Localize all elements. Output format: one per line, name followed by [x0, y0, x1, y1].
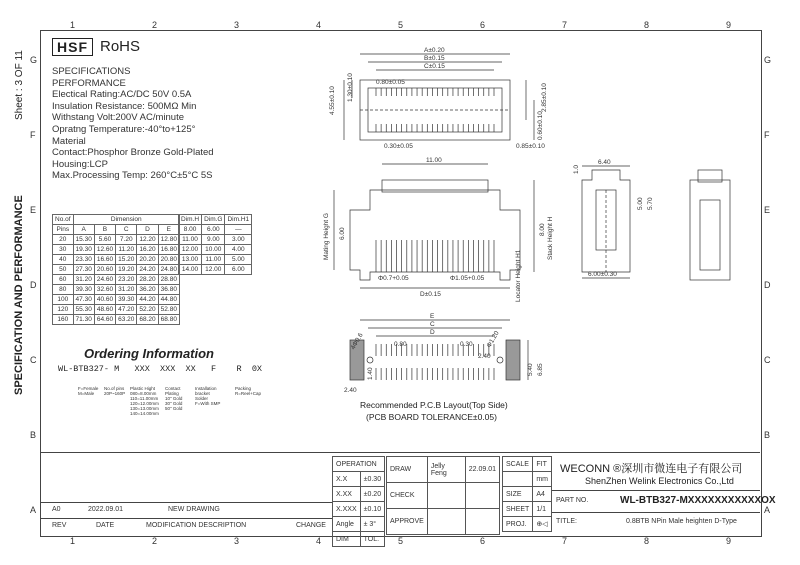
- table-row: [179, 235, 252, 245]
- ordering-note: No.of pins 20P~160P: [104, 386, 126, 396]
- table-cell: 27.30: [73, 265, 94, 275]
- zone-label: 3: [234, 536, 240, 546]
- table-cell: 160: [53, 315, 74, 325]
- scale-table: [502, 456, 552, 532]
- table-header: Dim.H: [179, 215, 202, 225]
- zone-label: 1: [70, 536, 76, 546]
- zone-label: E: [764, 205, 771, 215]
- dim-label: 5.00: [637, 197, 644, 210]
- zone-label: 7: [562, 20, 568, 30]
- table-cell: 19.20: [116, 265, 137, 275]
- table-cell: 11.00: [202, 255, 225, 265]
- draw-date: 22.09.01: [465, 457, 499, 483]
- table-cell: 68.20: [137, 315, 158, 325]
- dim-label: 5.40: [527, 363, 534, 376]
- table-header: E: [158, 225, 179, 235]
- table-cell: 11.20: [116, 245, 137, 255]
- table-cell: 80: [53, 285, 74, 295]
- table-cell: 36.20: [137, 285, 158, 295]
- table-cell: 71.30: [73, 315, 94, 325]
- table-cell: 44.80: [158, 295, 179, 305]
- dim-label: C: [430, 321, 435, 328]
- table-cell: 31.20: [73, 275, 94, 285]
- table-cell: 36.80: [158, 285, 179, 295]
- approve-label: APPROVE: [387, 509, 428, 535]
- table-cell: 4.00: [225, 245, 252, 255]
- zone-label: G: [764, 55, 772, 65]
- dim-label: Locator Height H1: [515, 249, 522, 302]
- company-cn: WECONN ®深圳市微连电子有限公司: [560, 463, 743, 475]
- front-view-body: [350, 190, 520, 280]
- table-cell: 5.60: [94, 235, 115, 245]
- table-row: [53, 245, 180, 255]
- table-cell: 63.20: [116, 315, 137, 325]
- tol-header: TOL.: [360, 532, 384, 547]
- spec-line: Insulation Resistance: 500MΩ Min: [52, 100, 197, 112]
- draw-label: DRAW: [387, 457, 428, 483]
- table-cell: 39.30: [73, 285, 94, 295]
- table-cell: 19.30: [73, 245, 94, 255]
- dim-label: Stack Height H: [547, 216, 554, 260]
- zone-label: 7: [562, 536, 568, 546]
- table-cell: 64.60: [94, 315, 115, 325]
- part-no: WL-BTB327-MXXXXXXXXXXXOX: [620, 495, 776, 506]
- part-divider: [552, 512, 760, 513]
- table-cell: 20.60: [94, 265, 115, 275]
- zone-label: 6: [480, 536, 486, 546]
- dim-label: B±0.15: [424, 55, 445, 62]
- drawing-title: 0.8BTB NPin Male heighten D-Type: [626, 518, 737, 525]
- table-cell: 7.20: [116, 235, 137, 245]
- table-row: [53, 265, 180, 275]
- spec-line: Withstang Volt:200V AC/minute: [52, 112, 185, 124]
- table-cell: 28.20: [137, 275, 158, 285]
- specifications-block: [52, 66, 214, 182]
- table-cell: 20.20: [137, 255, 158, 265]
- tol-val: ± 3°: [360, 517, 384, 532]
- table-cell: 11.00: [179, 235, 202, 245]
- rohs-label: RoHS: [100, 38, 141, 55]
- zone-label: 2: [152, 536, 158, 546]
- zone-label: D: [30, 280, 37, 290]
- table-header: Dimension: [73, 215, 179, 225]
- tol-val: ±0.20: [360, 487, 384, 502]
- zone-label: F: [764, 130, 770, 140]
- zone-label: C: [30, 355, 37, 365]
- tol-key: X.XXX: [333, 502, 361, 517]
- table-cell: 20.80: [158, 255, 179, 265]
- zone-label: 9: [726, 20, 732, 30]
- tol-key: X.X: [333, 472, 361, 487]
- zone-label: D: [764, 280, 771, 290]
- table-cell: 6.00: [225, 265, 252, 275]
- table-cell: 16.60: [94, 255, 115, 265]
- table-row: [53, 285, 180, 295]
- table-cell: 24.60: [94, 275, 115, 285]
- ordering-note: Plastic Hight 080=8.00mm 110=11.00mm 120=12.00mm 130=13.00mm 140=14.00mm: [130, 386, 159, 416]
- zone-label: 1: [70, 20, 76, 30]
- dim-label: 6.85: [537, 363, 544, 376]
- table-cell: 20: [53, 235, 74, 245]
- table-cell: 50: [53, 265, 74, 275]
- date-header: DATE: [96, 522, 115, 529]
- table-row: [53, 275, 180, 285]
- rev-desc: NEW DRAWING: [168, 506, 220, 513]
- table-cell: 15.30: [73, 235, 94, 245]
- table-cell: 100: [53, 295, 74, 305]
- table-header: No.of: [53, 215, 74, 225]
- table-cell: 12.00: [179, 245, 202, 255]
- table-cell: 30: [53, 245, 74, 255]
- table-row: [53, 295, 180, 305]
- dim-label: E: [430, 313, 435, 320]
- zone-label: A: [30, 505, 37, 515]
- zone-label: G: [30, 55, 38, 65]
- iso-view-inner: [700, 200, 720, 270]
- rev-divider: [40, 518, 332, 519]
- sheet-label: SHEET: [503, 502, 533, 517]
- hsf-logo: HSF: [52, 38, 93, 56]
- dim-label: 6.00: [339, 227, 346, 240]
- drawer-name: Jelly Feng: [427, 457, 465, 483]
- dim-label: 0.30: [460, 341, 473, 348]
- approval-table: [386, 456, 500, 535]
- table-row: [179, 225, 252, 235]
- pcb-pad-right: [506, 340, 520, 380]
- table-cell: 3.00: [225, 235, 252, 245]
- table-row: [179, 265, 252, 275]
- scale-label: SCALE: [503, 457, 533, 472]
- table-cell: 23.20: [116, 275, 137, 285]
- table-cell: 23.30: [73, 255, 94, 265]
- table-cell: 44.20: [137, 295, 158, 305]
- dim-label: 0.30±0.05: [384, 143, 413, 150]
- table-cell: 52.80: [158, 305, 179, 315]
- dim-label: 0.80±0.05: [376, 79, 405, 86]
- table-row: [53, 315, 180, 325]
- dim-label: 2.40: [478, 353, 491, 360]
- table-cell: 68.80: [158, 315, 179, 325]
- zone-label: A: [764, 505, 771, 515]
- zone-label: E: [30, 205, 37, 215]
- sheet-label: Sheet : 3 OF 11: [14, 50, 25, 120]
- check-label: CHECK: [387, 483, 428, 509]
- ordering-note: Packing R=Reel+Cap: [235, 386, 262, 396]
- size-label: SIZE: [503, 487, 533, 502]
- dim-label: 8.00: [539, 223, 546, 236]
- rev-divider: [40, 502, 332, 503]
- table-cell: 52.20: [137, 305, 158, 315]
- table-cell: —: [225, 225, 252, 235]
- ordering-note: F=Female M=Male: [78, 386, 99, 396]
- ordering-note: Contact Plating 10" Gold 30" Gold 50" Gold: [165, 386, 183, 411]
- table-cell: 60: [53, 275, 74, 285]
- change-header: CHANGE: [296, 522, 326, 529]
- tolerance-table: [332, 456, 385, 547]
- size-value: A4: [533, 487, 552, 502]
- table-cell: 24.80: [158, 265, 179, 275]
- dim-label: Φ1.20: [485, 330, 501, 349]
- zone-label: 4: [316, 20, 322, 30]
- table-cell: 12.00: [202, 265, 225, 275]
- company-en: ShenZhen Welink Electronics Co.,Ltd: [585, 476, 734, 486]
- zone-label: B: [30, 430, 37, 440]
- table-row: [179, 255, 252, 265]
- zone-label: F: [30, 130, 36, 140]
- table-cell: 47.30: [73, 295, 94, 305]
- tol-key: X.XX: [333, 487, 361, 502]
- tol-val: ±0.30: [360, 472, 384, 487]
- table-row: [179, 245, 252, 255]
- table-cell: 24.20: [137, 265, 158, 275]
- dim-header: DIM: [333, 532, 361, 547]
- zone-label: B: [764, 430, 771, 440]
- dim-label: 1.30±0.10: [347, 73, 354, 102]
- height-table: [178, 214, 252, 275]
- zone-label: 9: [726, 536, 732, 546]
- company-divider: [552, 490, 760, 491]
- table-cell: 28.80: [158, 275, 179, 285]
- ordering-title: Ordering Information: [84, 346, 214, 361]
- dim-label: D: [430, 329, 435, 336]
- zone-label: 5: [398, 20, 404, 30]
- dim-label: C±0.15: [424, 63, 445, 70]
- table-cell: 48.60: [94, 305, 115, 315]
- rev-value: A0: [52, 506, 61, 513]
- title-label: TITLE:: [556, 518, 578, 525]
- dimension-table: [52, 214, 180, 325]
- dim-label: 5.70: [647, 197, 654, 210]
- tol-val: ±0.10: [360, 502, 384, 517]
- rev-header: REV: [52, 522, 67, 529]
- spec-line: PERFORMANCE: [52, 77, 126, 89]
- spec-line: Max.Processing Temp: 260°C±5°C 5S: [52, 170, 213, 182]
- table-cell: 15.20: [116, 255, 137, 265]
- proj-label: PROJ.: [503, 517, 533, 532]
- dim-label: 11.00: [426, 157, 442, 164]
- table-header: D: [137, 225, 158, 235]
- table-cell: 8.00: [179, 225, 202, 235]
- spec-line: SPECIFICATIONS: [52, 66, 131, 77]
- spec-line: Housing:LCP: [52, 158, 108, 170]
- technical-drawing: [320, 40, 760, 440]
- zone-label: C: [764, 355, 771, 365]
- table-header: Pins: [53, 225, 74, 235]
- dim-label: 6.00±0.30: [588, 271, 617, 278]
- zone-label: 6: [480, 20, 486, 30]
- pcb-tolerance: (PCB BOARD TOLERANCE±0.05): [366, 412, 497, 422]
- pcb-hole: [497, 357, 503, 363]
- dim-label: 0.60±0.10: [537, 111, 544, 140]
- pcb-hole: [367, 357, 373, 363]
- table-row: [53, 255, 180, 265]
- table-header: B: [94, 225, 115, 235]
- zone-label: 2: [152, 20, 158, 30]
- ordering-note: Installation bracket Solder F=With SMP: [195, 386, 221, 406]
- dim-label: 4Φ0.6: [349, 332, 365, 351]
- spec-line: Material: [52, 135, 86, 147]
- spec-line: Contact:Phosphor Bronze Gold-Plated: [52, 147, 214, 159]
- desc-header: MODIFICATION DESCRIPTION: [146, 522, 247, 529]
- table-cell: 40: [53, 255, 74, 265]
- rev-date: 2022.09.01: [88, 506, 124, 513]
- table-header: Dim.H1: [225, 215, 252, 225]
- table-cell: 16.20: [137, 245, 158, 255]
- dim-label: 1.40: [367, 367, 374, 380]
- iso-view-body: [690, 180, 730, 280]
- zone-label: 4: [316, 536, 322, 546]
- table-cell: 32.60: [94, 285, 115, 295]
- table-row: [53, 305, 180, 315]
- tol-key: Angle: [333, 517, 361, 532]
- table-cell: 31.20: [116, 285, 137, 295]
- table-cell: 120: [53, 305, 74, 315]
- table-header: C: [116, 225, 137, 235]
- projection-icon: ⊕◁: [533, 517, 552, 532]
- table-row: [53, 235, 180, 245]
- sheet-value: 1/1: [533, 502, 552, 517]
- table-cell: 39.30: [116, 295, 137, 305]
- zone-label: 3: [234, 20, 240, 30]
- dim-label: Φ0.7+0.05: [378, 275, 409, 282]
- table-cell: 12.60: [94, 245, 115, 255]
- ordering-code: WL-BTB327- M XXX XXX XX F R 0X: [58, 364, 263, 374]
- zone-label: 8: [644, 20, 650, 30]
- table-cell: 12.80: [158, 235, 179, 245]
- dim-label: 1.0: [573, 164, 580, 174]
- scale-value: FIT: [533, 457, 552, 472]
- table-cell: 16.80: [158, 245, 179, 255]
- dim-label: 0.85±0.10: [516, 143, 545, 150]
- table-cell: 12.20: [137, 235, 158, 245]
- table-cell: 14.00: [179, 265, 202, 275]
- table-cell: 9.00: [202, 235, 225, 245]
- table-cell: 13.00: [179, 255, 202, 265]
- unit-value: mm: [533, 472, 552, 487]
- title-block-divider: [40, 452, 760, 453]
- dim-label: 0.80: [394, 341, 407, 348]
- dim-label: 2.40: [344, 387, 357, 394]
- table-cell: 55.30: [73, 305, 94, 315]
- dim-label: A±0.20: [424, 47, 445, 54]
- dim-label: D±0.15: [420, 291, 441, 298]
- dim-label: Φ1.05+0.05: [450, 275, 485, 282]
- dim-label: 2.85±0.10: [541, 83, 548, 112]
- table-cell: 10.00: [202, 245, 225, 255]
- table-cell: 40.60: [94, 295, 115, 305]
- pcb-caption: Recommended P.C.B Layout(Top Side): [360, 400, 508, 410]
- table-header: Dim.G: [202, 215, 225, 225]
- dim-label: Mating Height G: [323, 213, 330, 260]
- dim-label: 6.40: [598, 159, 611, 166]
- spec-line: Opratng Temperature:-40°to+125°: [52, 123, 196, 135]
- table-cell: 6.00: [202, 225, 225, 235]
- table-cell: 47.20: [116, 305, 137, 315]
- spec-line: Electical Rating:AC/DC 50V 0.5A: [52, 89, 192, 101]
- zone-label: 5: [398, 536, 404, 546]
- operation-label: OPERATION: [333, 457, 385, 472]
- side-title: SPECIFICATION AND PERFORMANCE: [13, 195, 25, 395]
- table-cell: 5.00: [225, 255, 252, 265]
- zone-label: 8: [644, 536, 650, 546]
- table-header: A: [73, 225, 94, 235]
- part-no-label: PART NO.: [556, 497, 589, 504]
- dim-label: 4.55±0.10: [329, 86, 336, 115]
